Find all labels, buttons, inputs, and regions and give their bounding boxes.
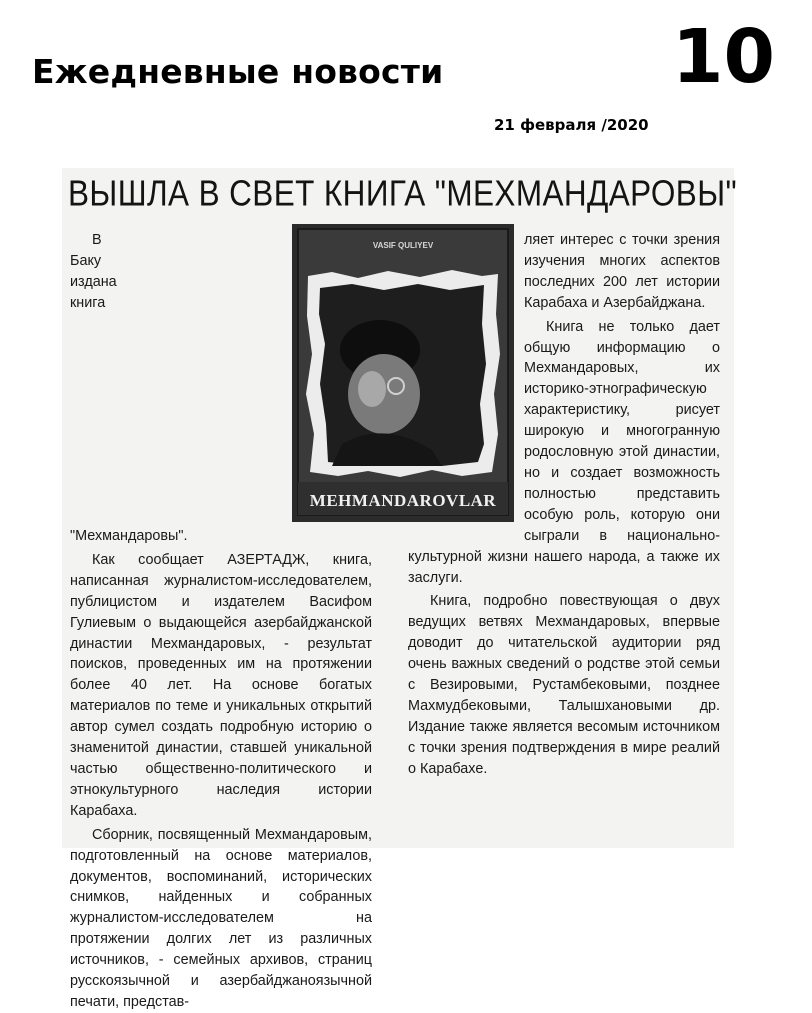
right-paragraph-2: Книга не только дает общую информацию о Мехмандаровых, их историко-этнографическую характеристику, рисует широкую и многогранную родословную этой династии, но и создает возможность полностью представить особую роль, которую они сыграли в национально-культурной жизни нашего народа, а также их заслуги. [408, 318, 720, 586]
masthead-title: Ежедневные новости [32, 52, 444, 91]
article-headline: ВЫШЛА В СВЕТ КНИГА "МЕХМАНДАРОВЫ" [68, 172, 738, 214]
right-paragraph-1: ляет интерес с точки зрения изучения многих аспектов последних 200 лет истории Карабаха и Азербайджана. [524, 232, 720, 311]
right-paragraph-3: Книга, подробно повествующая о двух ведущих ветвях Мехмандаровых, впервые доводит до читательской аудитории ряд очень важных сведений о родстве этой семьи с Везировыми, Рустамбековыми, позднее Махмудбековыми, Талышхановыми др. Издание также является весомым источником с точки зрения подтверждения в мире реалий о Карабахе. [408, 593, 720, 777]
cover-author: VASIF QULIYEV [372, 241, 434, 250]
book-cover-illustration [292, 224, 514, 522]
left-paragraph-2: Как сообщает АЗЕРТАДЖ, книга, написанная журналистом-исследователем, публицистом и издателем Васифом Гулиевым о выдающейся азербайджанской династии Мехмандаровых, - результат поисков, проведенных им на протяжении более 40 лет. На основе богатых материалов по теме и уникальных открытий автор сумел создать подробную историю о знаменитой династии, ставшей уникальной частью общественно-политического и этнокультурного наследия истории Карабаха. [70, 551, 372, 819]
left-paragraph-3: Сборник, посвященный Мехмандаровым, подготовленный на основе материалов, документов, воспоминаний, исторических снимков, найденных и собранных журналистом-исследователем на протяжении долгих лет из различных источников, - семейных архивов, страниц русскоязычной и азербайджаноязычной печати, представ- [70, 826, 372, 1010]
left-paragraph-1: В Баку издана книга "Мехмандаровы". [70, 232, 188, 544]
cover-title: MEHMANDAROVLAR [309, 491, 497, 510]
page-number: 10 [672, 14, 775, 100]
issue-date: 21 февраля /2020 [494, 116, 649, 134]
book-cover-image [292, 224, 514, 522]
